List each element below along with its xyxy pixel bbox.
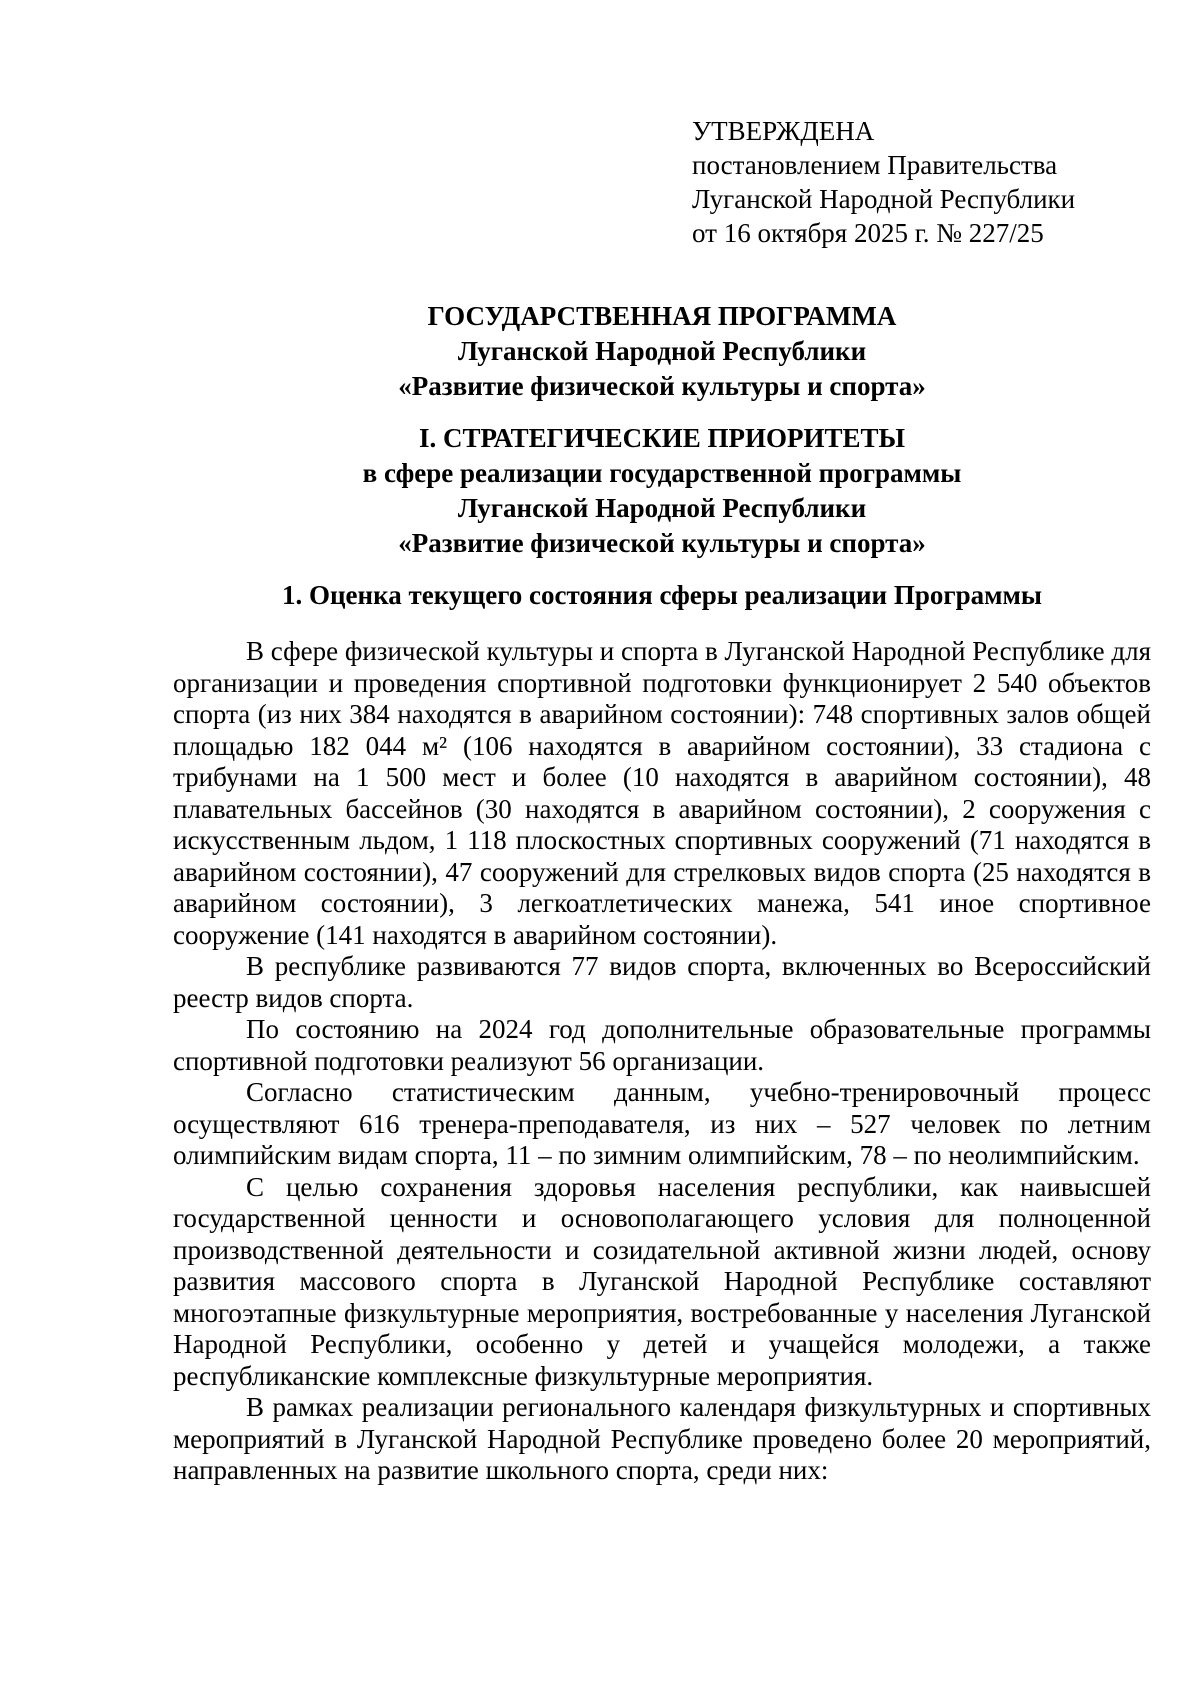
approval-stamp	[692, 114, 1152, 250]
paragraph-sport-types: В республике развиваются 77 видов спорта, включенных во Всероссийский реестр видов спорта.	[173, 951, 1151, 1013]
section-heading-line-2: в сфере реализации государственной программы	[362, 458, 962, 488]
section-heading	[173, 421, 1151, 561]
approval-line-resolution: постановлением Правительства	[692, 150, 1058, 180]
paragraph-school-sport: В рамках реализации регионального календаря физкультурных и спортивных мероприятий в Луганской Народной Республике проведено более 20 мероприятий, направленных на развитие школьного спорта, среди них:	[173, 1392, 1151, 1485]
program-title-line-1: ГОСУДАРСТВЕННАЯ ПРОГРАММА	[427, 301, 897, 331]
paragraph-mass-sport: С целью сохранения здоровья населения республики, как наивысшей государственной ценности и основополагающего условия для полноценной производственной деятельности и созидательной активной жизни людей, основу развития массового спорта в Луганской Народной Республике составляют многоэтапные физкультурные мероприятия, востребованные у населения Луганской Народной Республики, особенно у детей и учащейся молодежи, а также республиканские комплексные физкультурные мероприятия.	[173, 1171, 1151, 1391]
program-title-line-3: «Развитие физической культуры и спорта»	[398, 371, 926, 401]
approval-line-republic: Луганской Народной Республики	[692, 184, 1076, 214]
approval-line-date-number: от 16 октября 2025 г. № 227/25	[692, 218, 1044, 248]
section-heading-line-3: Луганской Народной Республики	[457, 493, 867, 523]
section-heading-line-4: «Развитие физической культуры и спорта»	[398, 528, 926, 558]
section-heading-line-1: I. СТРАТЕГИЧЕСКИЕ ПРИОРИТЕТЫ	[418, 423, 906, 453]
paragraph-trainers: Согласно статистическим данным, учебно-тренировочный процесс осуществляют 616 тренера-преподавателя, из них – 527 человек по летним олимпийским видам спорта, 11 – по зимним олимпийским, 78 – по неолимпийским.	[173, 1077, 1151, 1170]
paragraph-sports-facilities: В сфере физической культуры и спорта в Луганской Народной Республике для организации и проведения спортивной подготовки функционирует 2 540 объектов спорта (из них 384 находятся в аварийном состоянии): 748 спортивных залов общей площадью 182 044 м² (106 находятся в аварийном состоянии), 33 стадиона с трибунами на 1 500 мест и более (10 находятся в аварийном состоянии), 48 плавательных бассейнов (30 находятся в аварийном состоянии), 2 сооружения с искусственным льдом, 1 118 плоскостных спортивных сооружений (71 находятся в аварийном состоянии), 47 сооружений для стрелковых видов спорта (25 находятся в аварийном состоянии), 3 легкоатлетических манежа, 541 иное спортивное сооружение (141 находятся в аварийном состоянии).	[173, 636, 1151, 950]
program-title-line-2: Луганской Народной Республики	[457, 336, 867, 366]
subsection-heading-text: 1. Оценка текущего состояния сферы реализации Программы	[282, 580, 1042, 610]
program-title	[173, 299, 1151, 404]
paragraph-organizations: По состоянию на 2024 год дополнительные образовательные программы спортивной подготовки реализуют 56 организации.	[173, 1014, 1151, 1076]
subsection-heading	[173, 578, 1151, 613]
body-text	[173, 636, 1151, 1487]
approval-line-approved: УТВЕРЖДЕНА	[692, 116, 875, 146]
